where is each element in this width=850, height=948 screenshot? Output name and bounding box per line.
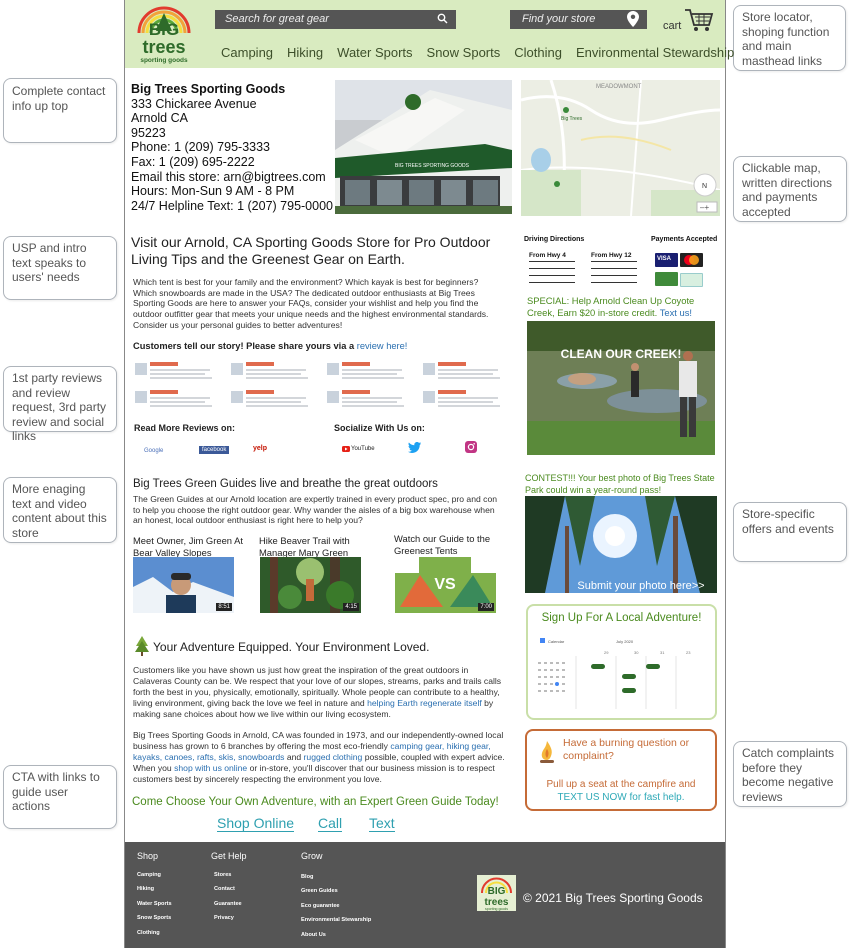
calendar-day-29: 29 — [604, 650, 609, 655]
calendar-label: Calendar — [548, 639, 565, 644]
logo-top-text: BIG — [148, 20, 180, 39]
nav-environmental-stewardship[interactable]: Environmental Stewardship — [575, 45, 735, 60]
footer-shop-title: Shop — [137, 851, 159, 861]
site-header — [125, 0, 735, 68]
callout-map: Clickable map, written directions and payments accepted — [733, 156, 847, 222]
footer-help-privacy[interactable]: Privacy — [214, 915, 234, 921]
special-text-us-link[interactable]: Text us! — [659, 307, 693, 318]
reviews-heading-text: Customers tell our story! Please share yours via a — [133, 341, 355, 351]
map-pin-icon — [627, 11, 639, 27]
footer-help-guarantee[interactable]: Guarantee — [214, 901, 242, 907]
cart-button[interactable] — [663, 8, 714, 32]
equipped-paragraph-1 — [133, 665, 509, 720]
store-zip: 95223 — [131, 125, 166, 140]
facebook-review-link[interactable]: facebook — [199, 446, 229, 454]
footer-grow-title: Grow — [301, 851, 323, 861]
instagram-social-link[interactable] — [465, 441, 477, 455]
store-page — [124, 0, 735, 948]
video-beaver-trail-duration: 4:15 — [345, 604, 357, 610]
equipped-heading: Your Adventure Equipped. Your Environment Loved. — [153, 640, 430, 654]
campfire-icon — [537, 739, 557, 765]
review-card — [327, 361, 407, 389]
video-tents-vs: VS — [434, 576, 456, 593]
footer-help-title: Get Help — [211, 851, 247, 861]
twitter-icon — [408, 442, 421, 453]
directions-from-hwy4[interactable]: From Hwy 4 — [529, 252, 566, 259]
complaint-prompt-text: Pull up a seat at the campfire and — [546, 779, 696, 790]
callout-engaging: More enaging text and video content about this store — [3, 477, 117, 543]
svg-text:N: N — [702, 183, 708, 190]
video-owner-thumbnail[interactable] — [133, 557, 234, 613]
special-offer-text: SPECIAL: Help Arnold Clean Up Coyote Creek, Earn $20 in-store credit. — [527, 295, 695, 318]
footer-shop-snow-sports[interactable]: Snow Sports — [137, 915, 172, 921]
store-map[interactable] — [521, 80, 720, 216]
cta-text-link[interactable]: Text — [369, 815, 395, 831]
video-caption-beaver-trail: Hike Beaver Trail with Manager Mary Green — [259, 535, 350, 558]
logo-sub-text: sporting goods — [140, 57, 188, 64]
footer-logo-top: BIG — [487, 886, 506, 897]
callout-offers: Store-specific offers and events — [733, 502, 847, 562]
callout-usp: USP and intro text speaks to users' needs — [3, 236, 117, 300]
equipped-p2-text: Big Trees Sporting Goods in Arnold, CA was founded in 1973, and our independently-owned local business has grown to 6 branches by offering the most eco-friendly — [133, 730, 504, 752]
shop-with-us-online-link[interactable]: shop with us online — [174, 763, 248, 774]
store-locator-label: Find your store — [522, 13, 596, 25]
reviews-heading — [133, 341, 407, 351]
nav-hiking[interactable]: Hiking — [287, 45, 324, 60]
store-hours: Hours: Mon-Sun 9 AM - 8 PM — [131, 184, 295, 199]
footer-grow-green-guides[interactable]: Green Guides — [301, 888, 338, 894]
review-card — [135, 389, 215, 417]
site-footer — [125, 842, 725, 948]
footer-help-stores[interactable]: Stores — [214, 872, 232, 878]
rugged-clothing-link[interactable]: rugged clothing — [303, 752, 363, 763]
socialize-heading: Socialize With Us on: — [334, 423, 425, 433]
intro-text: Which tent is best for your family and the environment? Which kayak is best for beginners? Which snowboards are made in the USA? The dedicated outdoor enthusiasts at Big Trees Sporting Goods are here to answer your FAQs, consider your wishlist and help you find the outdoor outfitter gear that meets your unique needs and the highest environmental standards. Consider us your personal guides to better adventures! — [133, 277, 489, 330]
callout-store-locator: Store locator, shoping function and main masthead links — [733, 5, 846, 71]
footer-grow-stewardship[interactable]: Environmental Stewarship — [301, 917, 372, 923]
clean-creek-image[interactable] — [527, 321, 715, 455]
video-tents-thumbnail[interactable] — [395, 557, 496, 613]
review-card — [423, 389, 503, 417]
equipped-p2-and: and — [286, 752, 302, 763]
footer-shop-hiking[interactable]: Hiking — [137, 886, 155, 892]
youtube-icon — [342, 446, 350, 452]
cta-call[interactable]: Call — [318, 815, 343, 831]
map-store-label: Big Trees — [561, 116, 583, 122]
store-email[interactable]: Email this store: arn@bigtrees.com — [131, 169, 326, 184]
cart-icon — [684, 8, 714, 32]
equipped-paragraph-2 — [133, 730, 509, 785]
callout-reviews: 1st party reviews and review request, 3rd party review and social links — [3, 366, 117, 432]
contest-photo[interactable] — [525, 496, 717, 593]
nav-clothing[interactable]: Clothing — [514, 45, 562, 60]
store-locator-button[interactable] — [510, 10, 647, 29]
footer-shop-camping[interactable]: Camping — [137, 872, 161, 878]
visa-card-icon: VISA — [655, 253, 678, 267]
equipped-p2-end: or in-store, you'll discover that our business mission is to respect customers best by sincerely respecting the environment you love. — [133, 763, 495, 785]
submit-photo-link[interactable]: Submit your photo here>> — [577, 580, 705, 592]
review-card — [327, 389, 407, 417]
footer-logo-sub: sporting goods — [485, 907, 508, 911]
cart-label: cart — [663, 20, 682, 32]
mastercard-icon — [680, 253, 703, 267]
cta-shop-online[interactable]: Shop Online — [217, 815, 295, 831]
store-fax: Fax: 1 (209) 695-2222 — [131, 154, 255, 169]
footer-grow-about-us[interactable]: About Us — [301, 932, 326, 938]
google-review-link[interactable]: Google — [144, 448, 164, 454]
calendar-day-30: 30 — [634, 650, 639, 655]
nav-water-sports[interactable]: Water Sports — [337, 45, 413, 60]
footer-copyright: © 2021 Big Trees Sporting Goods — [523, 891, 703, 905]
yelp-review-link[interactable]: yelp — [253, 445, 268, 452]
store-city: Arnold CA — [131, 111, 188, 126]
tree-icon — [135, 636, 149, 656]
review-card — [231, 361, 311, 389]
footer-logo-bottom: trees — [484, 897, 509, 908]
review-card — [231, 389, 311, 417]
main-nav — [221, 45, 734, 60]
equipped-p1-text: Customers like you have shown us just how great the inspiration of the great outdoors in Calaveras County can be. We respect that your love of our slopes, streams, parks and trails calls forth the best in you, physically, emotionally, spiritually. Whole people can contribute to a healthy, living environment, giving back the love we feel in nature and — [133, 665, 502, 709]
nav-camping[interactable]: Camping — [221, 45, 274, 60]
youtube-social-link[interactable] — [342, 446, 375, 452]
calendar-day-23: 23 — [686, 650, 691, 655]
video-tents-duration: 7:00 — [480, 604, 492, 610]
signup-title: Sign Up For A Local Adventure! — [541, 612, 702, 624]
special-offer — [527, 295, 717, 319]
contest-text: CONTEST!!! Your best photo of Big Trees State Park could win a year-round pass! — [525, 473, 715, 495]
guides-text: The Green Guides at our Arnold location are expertly trained in every product spec, pro and con to help you choose the right outdoor gear. Why wander the aisles of a big box warehouse when an honest, local outdoor enthusiast is right here to help you? — [133, 494, 498, 526]
read-more-reviews-heading: Read More Reviews on: — [134, 423, 236, 433]
callout-contact: Complete contact info up top — [3, 78, 117, 143]
equipped-p1-end: by making sane choices about how we live within our living ecosystem. — [133, 698, 494, 720]
check-icon — [680, 273, 703, 287]
review-card — [423, 361, 503, 389]
footer-grow-blog[interactable]: Blog — [301, 874, 314, 880]
nav-snow-sports[interactable]: Snow Sports — [426, 45, 501, 60]
footer-shop-clothing[interactable]: Clothing — [137, 930, 160, 936]
driving-directions-title: Driving Directions — [524, 236, 585, 243]
calendar-month: July 2020 — [616, 639, 634, 644]
complaint-box[interactable] — [525, 729, 717, 811]
logo-bottom-text: trees — [142, 37, 186, 57]
video-owner-duration: 8:51 — [218, 604, 230, 610]
storefront-photo — [335, 80, 512, 214]
search-input[interactable] — [215, 10, 456, 29]
search-placeholder: Search for great gear — [225, 13, 329, 25]
svg-text:–+: –+ — [700, 203, 710, 212]
text-us-now-link[interactable]: TEXT US NOW for fast help. — [557, 791, 685, 803]
footer-shop-water-sports[interactable]: Water Sports — [137, 901, 172, 907]
review-card — [135, 361, 215, 389]
store-phone[interactable]: Phone: 1 (209) 795-3333 — [131, 140, 270, 155]
brand-logo[interactable] — [131, 3, 197, 65]
footer-help-contact[interactable]: Contact — [214, 886, 235, 892]
storefront-sign: BIG TREES SPORTING GOODS — [395, 163, 469, 169]
footer-logo[interactable] — [477, 875, 516, 911]
gear-categories-link[interactable]: camping gear, hiking gear, kayaks, canoes, rafts, skis, snowboards — [133, 741, 491, 763]
page-heading: Visit our Arnold, CA Sporting Goods Store for Pro Outdoor Living Tips and the Greenest Gear on Earth. — [131, 234, 491, 267]
store-helpline[interactable]: 24/7 Helpline Text: 1 (207) 795-0000 — [131, 198, 333, 213]
contact-info — [131, 82, 333, 213]
video-beaver-trail-thumbnail[interactable] — [260, 557, 361, 613]
instagram-icon — [465, 441, 477, 453]
directions-from-hwy12[interactable]: From Hwy 12 — [591, 252, 632, 259]
signup-adventure-widget[interactable] — [526, 604, 717, 720]
store-street: 333 Chickaree Avenue — [131, 96, 257, 111]
footer-grow-eco-guarantee[interactable]: Eco guarantee — [301, 903, 340, 909]
equipped-p2-mid: possible, coupled with expert advice. When you — [133, 752, 505, 774]
helping-earth-link[interactable]: helping Earth regenerate itself — [367, 698, 482, 709]
complaint-prompt — [527, 779, 715, 804]
twitter-social-link[interactable] — [408, 442, 421, 455]
review-here-link[interactable]: review here! — [356, 341, 408, 351]
calendar-day-31: 31 — [660, 650, 665, 655]
guides-heading: Big Trees Green Guides live and breathe the great outdoors — [133, 478, 438, 490]
store-name: Big Trees Sporting Goods — [131, 82, 286, 96]
complaint-question: Have a burning question or complaint? — [563, 737, 690, 762]
youtube-label: YouTube — [351, 446, 375, 452]
video-caption-owner: Meet Owner, Jim Green At Bear Valley Slopes — [133, 535, 243, 558]
clean-creek-caption: CLEAN OUR CREEK! — [560, 347, 682, 361]
video-caption-tents: Watch our Guide to the Greenest Tents — [394, 533, 491, 556]
cash-icon — [655, 272, 678, 286]
callout-cta: CTA with links to guide user actions — [3, 765, 117, 829]
callout-complaints: Catch complaints before they become negative reviews — [733, 741, 847, 807]
cta-text: Come Choose Your Own Adventure, with an Expert Green Guide Today! — [132, 796, 499, 808]
search-icon[interactable] — [437, 13, 448, 27]
map-area-label: MEADOWMONT — [596, 84, 642, 90]
payments-title: Payments Accepted — [651, 236, 718, 243]
